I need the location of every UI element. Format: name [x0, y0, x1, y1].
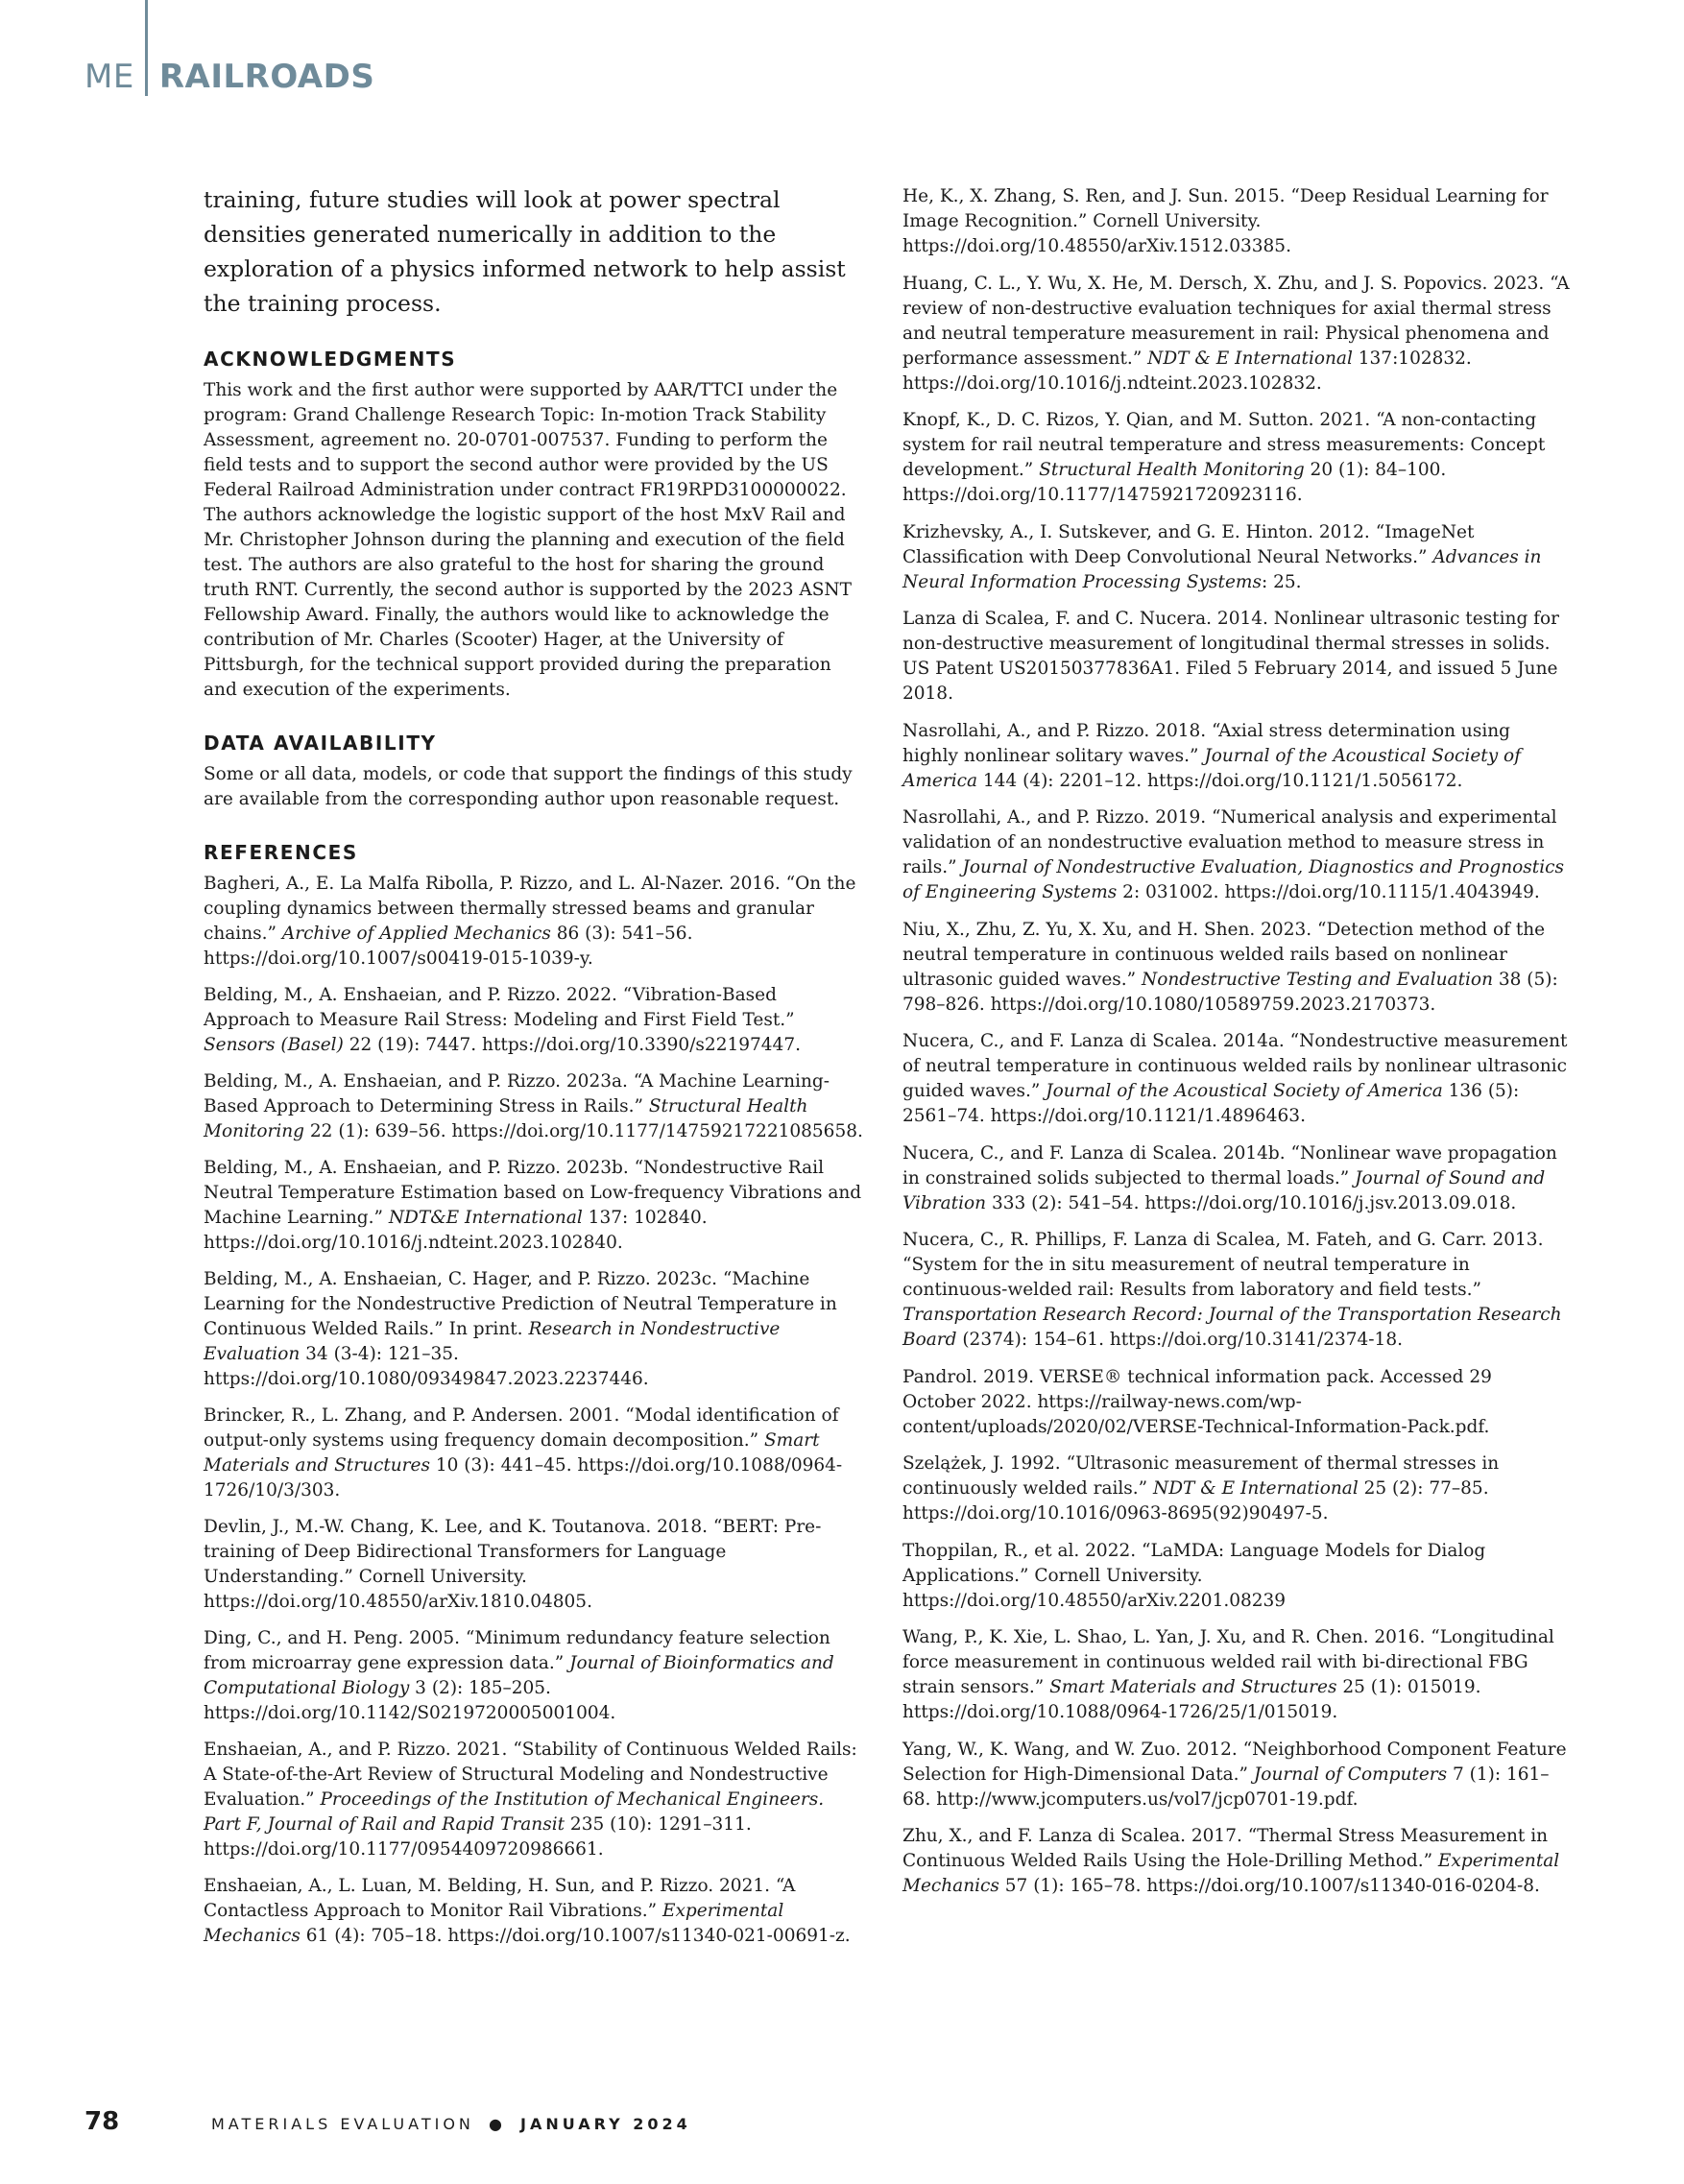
running-footer: [211, 2115, 691, 2133]
reference-item: Belding, M., A. Enshaeian, C. Hager, and P. Rizzo. 2023c. “Machine Learning for the Nondestructive Prediction of Neutral Temperature in Continuous Welded Rails.” In print. Research in Nondestructive Evaluation 34 (3-4): 121–35. https://doi.org/10.1080/09349847.2023.2237446.: [204, 1269, 837, 1389]
reference-item: Nasrollahi, A., and P. Rizzo. 2019. “Numerical analysis and experimental validation of an nondestructive evaluation method to measure stress in rails.” Journal of Nondestructive Evaluation, Diagnostics and Prognostics of Engineering Systems 2: 031002. https://doi.org/10.1115/1.4043949.: [902, 807, 1565, 902]
journal-title: Experimental Mechanics: [902, 1851, 1560, 1896]
reference-item: Wang, P., K. Xie, L. Shao, L. Yan, J. Xu, and R. Chen. 2016. “Longitudinal force measurement in continuous welded rail with bi-directional FBG strain sensors.” Smart Materials and Structures 25 (1): 015019. https://doi.org/10.1088/0964-1726/25/1/015019.: [902, 1627, 1554, 1722]
journal-title: Journal of Computers: [1253, 1764, 1448, 1785]
reference-item: Bagheri, A., E. La Malfa Ribolla, P. Rizzo, and L. Al-Nazer. 2016. “On the coupling dynamics between thermally stressed beams and granular chains.” Archive of Applied Mechanics 86 (3): 541–56. https://doi.org/10.1007/s00419-015-1039-y.: [204, 874, 856, 969]
journal-title: Journal of Sound and Vibration: [902, 1167, 1546, 1213]
lead-paragraph: training, future studies will look at power spectral densities generated numerically in addition to the exploration of a physics informed network to help assist the training process.: [204, 186, 846, 317]
left-column: [204, 182, 866, 1960]
reference-item: Devlin, J., M.-W. Chang, K. Lee, and K. Toutanova. 2018. “BERT: Pre-training of Deep Bidirectional Transformers for Language Understanding.” Cornell University. https://doi.org/10.48550/arXiv.1810.04805.: [204, 1517, 822, 1612]
journal-title: Research in Nondestructive Evaluation: [204, 1319, 781, 1364]
journal-title: Journal of the Acoustical Society of America: [1046, 1081, 1443, 1101]
journal-title: Advances in Neural Information Processing Systems: [902, 546, 1542, 592]
reference-item: Nucera, C., and F. Lanza di Scalea. 2014b. “Nonlinear wave propagation in constrained solids subjected to thermal loads.” Journal of Sound and Vibration 333 (2): 541–54. https://doi.org/10.1016/j.jsv.2013.09.018.: [902, 1142, 1557, 1213]
reference-item: Niu, X., Zhu, Z. Yu, X. Xu, and H. Shen. 2023. “Detection method of the neutral temperature in continuous welded rails based on nonlinear ultrasonic guided waves.” Nondestructive Testing and Evaluation 38 (5): 798–826. https://doi.org/10.1080/10589759.2023.2170373.: [902, 919, 1558, 1015]
reference-item: Pandrol. 2019. VERSE® technical information pack. Accessed 29 October 2022. https://railway-news.com/wp-content/uploads/2020/02/VERSE-Technical-Information-Pack.pdf.: [902, 1366, 1492, 1437]
references-heading: REFERENCES: [204, 841, 358, 864]
section-name: RAILROADS: [158, 58, 375, 96]
journal-title: Transportation Research Record: Journal of the Transportation Research Board: [902, 1305, 1562, 1350]
reference-item: Nucera, C., and F. Lanza di Scalea. 2014a. “Nondestructive measurement of neutral temperature in continuous welded rails by nonlinear ultrasonic guided waves.” Journal of the Acoustical Society of America 136 (5): 2561–74. https://doi.org/10.1121/1.4896463.: [902, 1031, 1568, 1126]
journal-title: Experimental Mechanics: [204, 1901, 784, 1946]
reference-item: Thoppilan, R., et al. 2022. “LaMDA: Language Models for Dialog Applications.” Cornell University. https://doi.org/10.48550/arXiv.2201.08239: [902, 1540, 1486, 1611]
right-column: [902, 184, 1570, 1911]
journal-title: Journal of Bioinformatics and Computational Biology: [204, 1653, 834, 1698]
page-number: 78: [84, 2107, 120, 2136]
journal-title: Smart Materials and Structures: [1049, 1677, 1337, 1697]
journal-title: Smart Materials and Structures: [204, 1430, 820, 1476]
reference-item: Brincker, R., L. Zhang, and P. Andersen. 2001. “Modal identification of output-only systems using frequency domain decomposition.” Smart Materials and Structures 10 (3): 441–45. https://doi.org/10.1088/0964-1726/10/3/303.: [204, 1405, 843, 1500]
section-prefix: ME: [84, 58, 134, 96]
journal-title: NDT & E International: [1153, 1478, 1359, 1499]
journal-title: NDT & E International: [1147, 348, 1353, 369]
journal-title: Journal of the Acoustical Society of America: [902, 745, 1522, 791]
reference-item: Ding, C., and H. Peng. 2005. “Minimum redundancy feature selection from microarray gene expression data.” Journal of Bioinformatics and Computational Biology 3 (2): 185–205. https://doi.org/10.1142/S0219720005001004.: [204, 1628, 834, 1723]
journal-title: Proceedings of the Institution of Mechanical Engineers. Part F, Journal of Rail and Rapid Transit: [204, 1789, 825, 1835]
reference-item: Belding, M., A. Enshaeian, and P. Rizzo. 2022. “Vibration-Based Approach to Measure Rail Stress: Modeling and First Field Test.” Sensors (Basel) 22 (19): 7447. https://doi.org/10.3390/s22197447.: [204, 985, 801, 1055]
journal-title: Archive of Applied Mechanics: [281, 924, 551, 944]
reference-item: Zhu, X., and F. Lanza di Scalea. 2017. “Thermal Stress Measurement in Continuous Welded Rails Using the Hole-Drilling Method.” Experimental Mechanics 57 (1): 165–78. https://doi.org/10.1007/s11340-016-0204-8.: [902, 1826, 1560, 1896]
reference-item: Huang, C. L., Y. Wu, X. He, M. Dersch, X. Zhu, and J. S. Popovics. 2023. “A review of non-destructive evaluation techniques for axial thermal stress and neutral temperature measurement in rail: Physical phenomena and performance assessment.” NDT & E International 137:102832. https://doi.org/10.1016/j.ndteint.2023.102832.: [902, 273, 1570, 394]
reference-item: Belding, M., A. Enshaeian, and P. Rizzo. 2023a. “A Machine Learning-Based Approach to Determining Stress in Rails.” Structural Health Monitoring 22 (1): 639–56. https://doi.org/10.1177/14759217221085658.: [204, 1071, 863, 1141]
reference-item: Enshaeian, A., L. Luan, M. Belding, H. Sun, and P. Rizzo. 2021. “A Contactless Approach to Monitor Rail Vibrations.” Experimental Mechanics 61 (4): 705–18. https://doi.org/10.1007/s11340-021-00691-z.: [204, 1876, 851, 1946]
reference-item: Yang, W., K. Wang, and W. Zuo. 2012. “Neighborhood Component Feature Selection for High-Dimensional Data.” Journal of Computers 7 (1): 161–68. http://www.jcomputers.us/vol7/jcp0701-19.pdf.: [902, 1739, 1567, 1810]
reference-item: Enshaeian, A., and P. Rizzo. 2021. “Stability of Continuous Welded Rails: A State-of-the-Art Review of Structural Modeling and Nondestructive Evaluation.” Proceedings of the Institution of Mechanical Engineers. Part F, Journal of Rail and Rapid Transit 235 (10): 1291–311. https://doi.org/10.1177/0954409720986661.: [204, 1740, 857, 1860]
journal-title: Sensors (Basel): [204, 1035, 344, 1055]
journal-title: Nondestructive Testing and Evaluation: [1142, 969, 1493, 990]
issue-date: JANUARY 2024: [520, 2115, 691, 2133]
data-availability-text: Some or all data, models, or code that support the findings of this study are available from the corresponding author upon reasonable request.: [204, 764, 853, 809]
data-availability-heading: DATA AVAILABILITY: [204, 732, 437, 755]
reference-item: Nasrollahi, A., and P. Rizzo. 2018. “Axial stress determination using highly nonlinear solitary waves.” Journal of the Acoustical Society of America 144 (4): 2201–12. https://doi.org/10.1121/1.5056172.: [902, 720, 1522, 791]
journal-title: Structural Health Monitoring: [1039, 460, 1305, 480]
reference-item: Szelążek, J. 1992. “Ultrasonic measurement of thermal stresses in continuously welded rails.” NDT & E International 25 (2): 77–85. https://doi.org/10.1016/0963-8695(92)90497-5.: [902, 1453, 1500, 1524]
journal-title: Structural Health Monitoring: [204, 1096, 808, 1141]
reference-item: Krizhevsky, A., I. Sutskever, and G. E. Hinton. 2012. “ImageNet Classification with Deep Convolutional Neural Networks.” Advances in Neural Information Processing Systems: 25.: [902, 521, 1542, 592]
bullet-separator: ●: [488, 2115, 506, 2133]
publication-name: MATERIALS EVALUATION: [211, 2115, 474, 2133]
journal-title: Journal of Nondestructive Evaluation, Diagnostics and Prognostics of Engineering Systems: [902, 857, 1565, 902]
acknowledgments-text: This work and the first author were supported by AAR/TTCI under the program: Grand Challenge Research Topic: In-motion Track Stability Assessment, agreement no. 20-0701-007537. Funding to perform the field tests and to support the second author were provided by the US Federal Railroad Administration under contract FR19RPD3100000022. The authors acknowledge the logistic support of the host MxV Rail and Mr. Christopher Johnson during the planning and execution of the field test. The authors are also grateful to the host for sharing the ground truth RNT. Currently, the second author is supported by the 2023 ASNT Fellowship Award. Finally, the authors would like to acknowledge the contribution of Mr. Charles (Scooter) Hager, at the University of Pittsburgh, for the technical support provided during the preparation and execution of the experiments.: [204, 380, 852, 700]
reference-item: Knopf, K., D. C. Rizos, Y. Qian, and M. Sutton. 2021. “A non-contacting system for rail neutral temperature and stress measurements: Concept development.” Structural Health Monitoring 20 (1): 84–100. https://doi.org/10.1177/1475921720923116.: [902, 410, 1546, 505]
acknowledgments-heading: ACKNOWLEDGMENTS: [204, 348, 457, 371]
section-header: [84, 58, 374, 96]
journal-title: NDT&E International: [388, 1208, 583, 1228]
reference-item: Belding, M., A. Enshaeian, and P. Rizzo. 2023b. “Nondestructive Rail Neutral Temperature Estimation based on Low-frequency Vibrations and Machine Learning.” NDT&E International 137: 102840. https://doi.org/10.1016/j.ndteint.2023.102840.: [204, 1158, 862, 1253]
reference-item: He, K., X. Zhang, S. Ren, and J. Sun. 2015. “Deep Residual Learning for Image Recognition.” Cornell University. https://doi.org/10.48550/arXiv.1512.03385.: [902, 186, 1549, 256]
reference-item: Lanza di Scalea, F. and C. Nucera. 2014. Nonlinear ultrasonic testing for non-destructive measurement of longitudinal thermal stresses in solids. US Patent US20150377836A1. Filed 5 February 2014, and issued 5 June 2018.: [902, 609, 1560, 704]
reference-item: Nucera, C., R. Phillips, F. Lanza di Scalea, M. Fateh, and G. Carr. 2013. “System for the in situ measurement of neutral temperature in continuous-welded rail: Results from laboratory and field tests.” Transportation Research Record: Journal of the Transportation Research Board (2374): 154–61. https://doi.org/10.3141/2374-18.: [902, 1230, 1562, 1350]
